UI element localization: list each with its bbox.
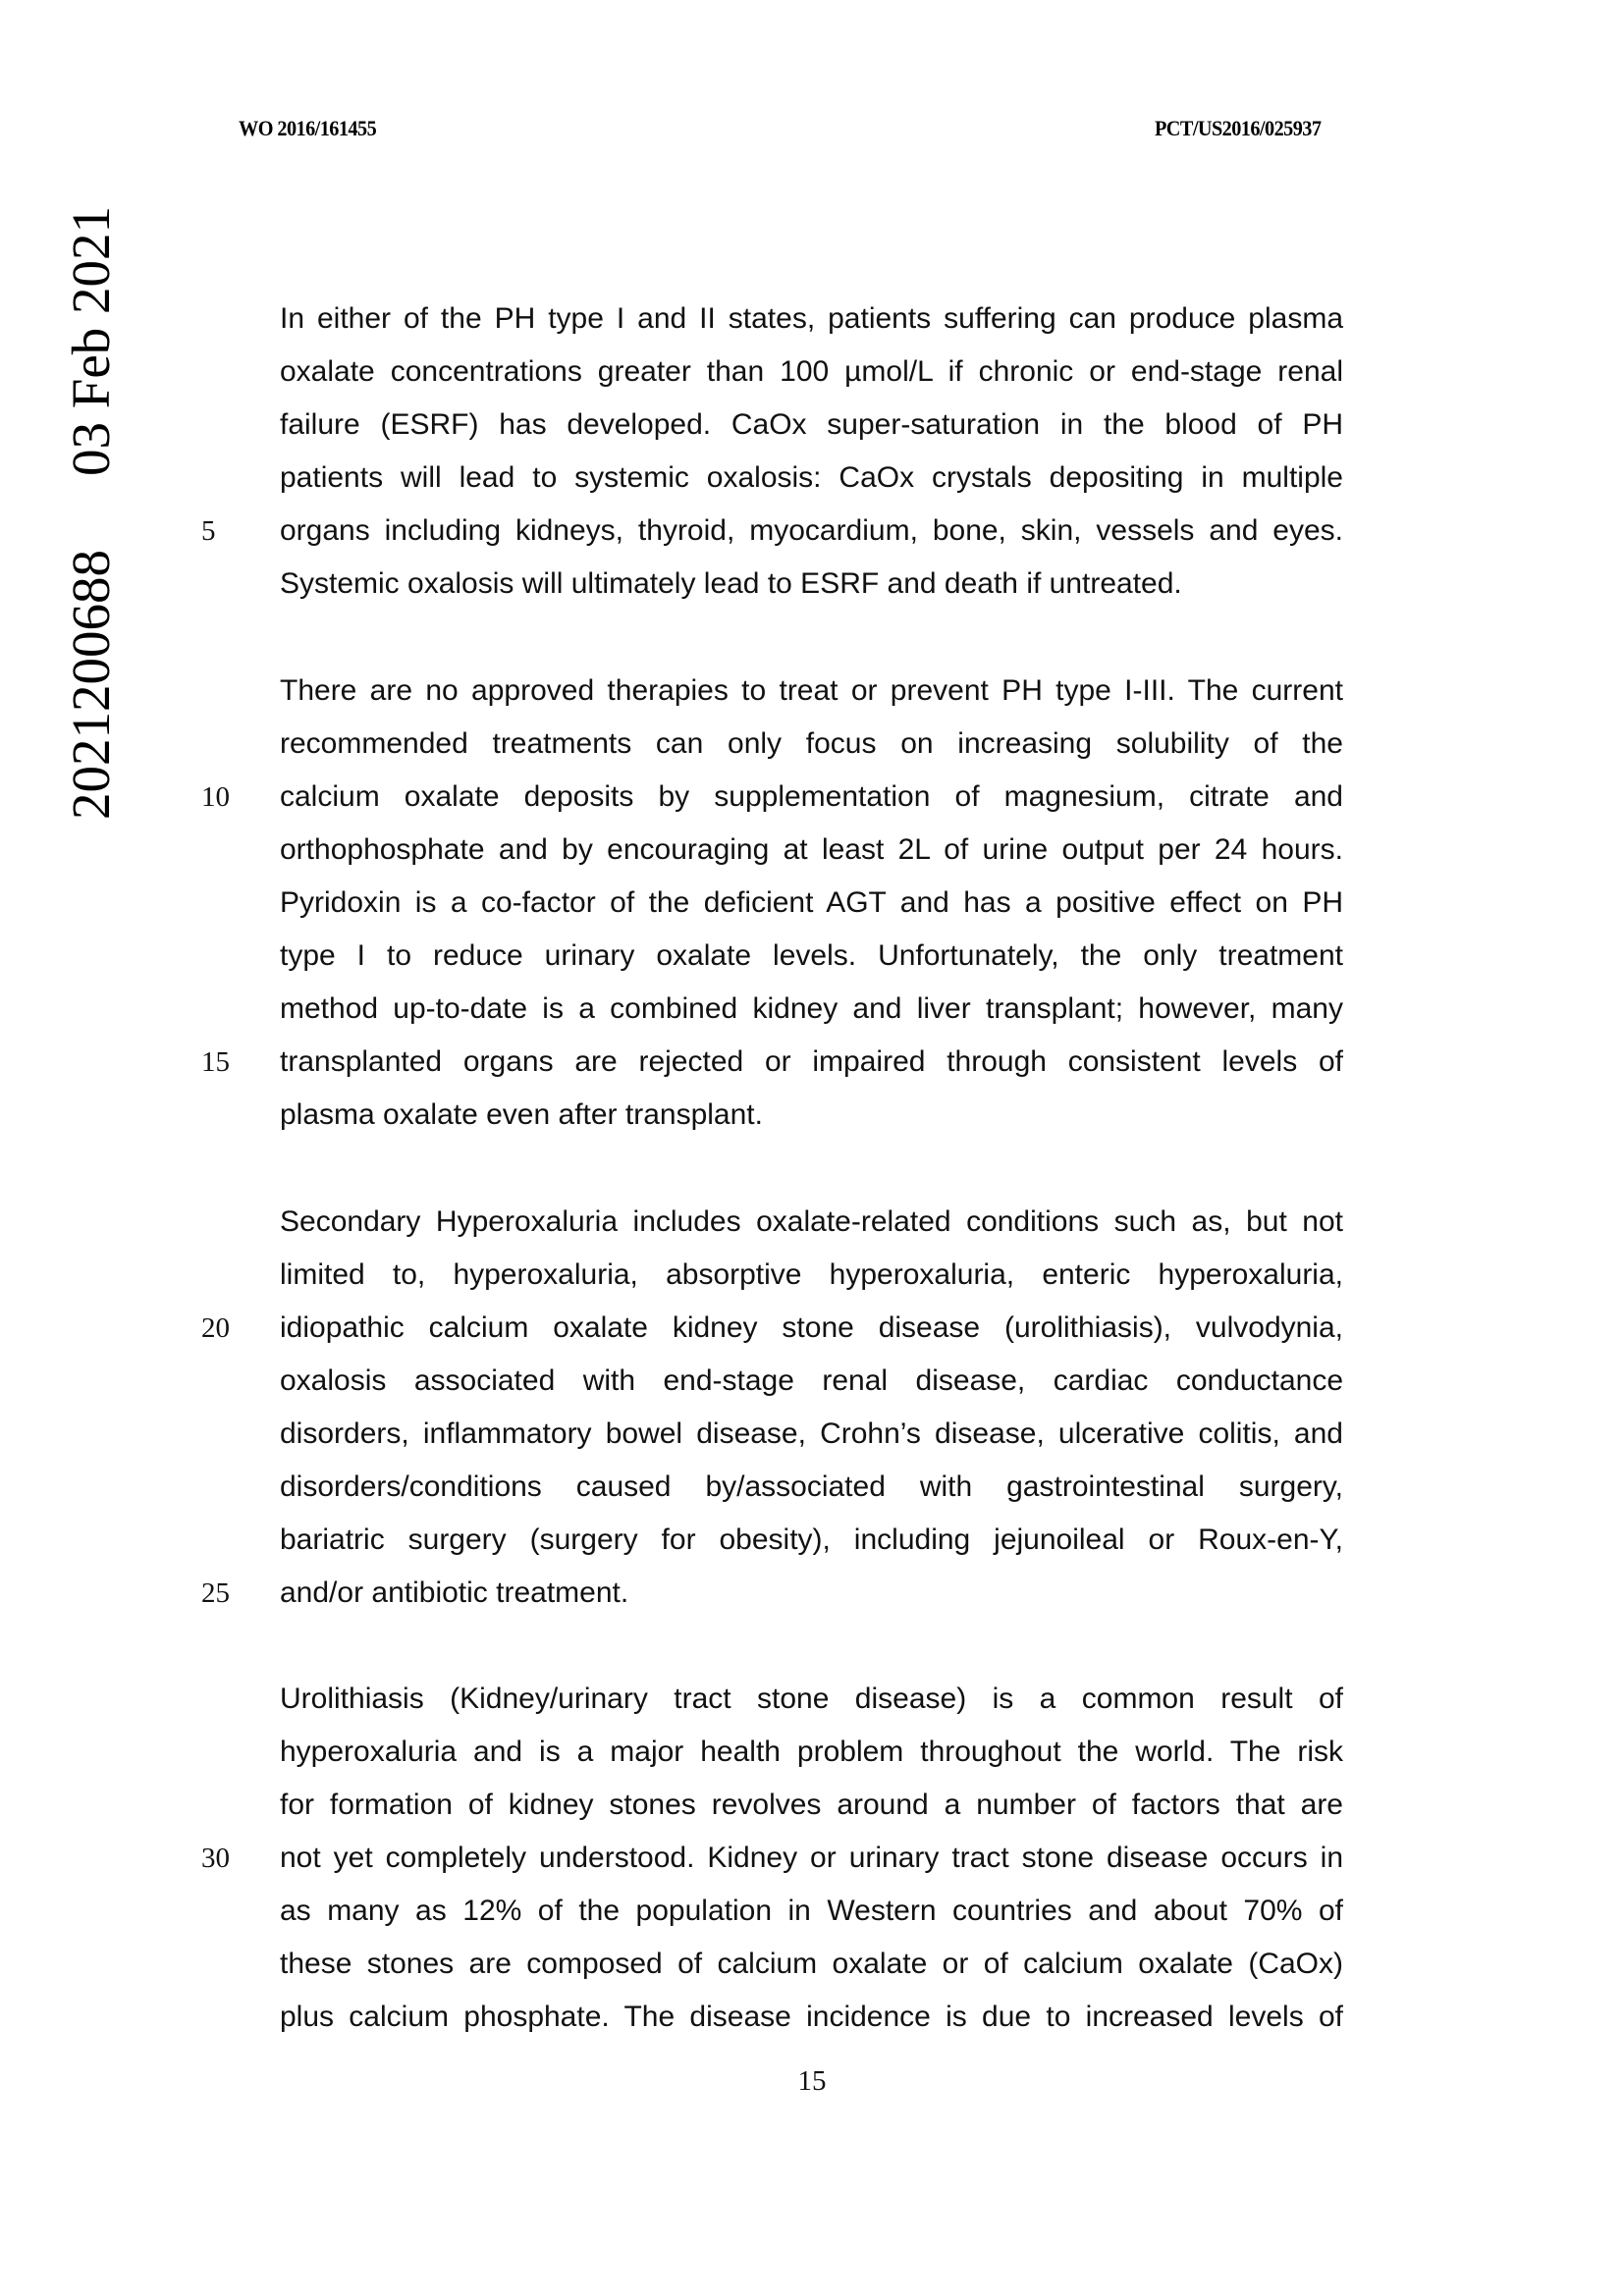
- text-line: disorders, inflammatory bowel disease, Crohn’s disease, ulcerative colitis, and: [280, 1417, 1343, 1450]
- text-line: method up-to-date is a combined kidney and liver transplant; however, many: [280, 992, 1343, 1025]
- side-stamp: [61, 206, 121, 820]
- text-line: as many as 12% of the population in Western countries and about 70% of: [280, 1895, 1343, 1927]
- text-line: transplanted organs are rejected or impaired through consistent levels of: [280, 1045, 1343, 1078]
- text-line: type I to reduce urinary oxalate levels. Unfortunately, the only treatment: [280, 939, 1343, 972]
- text-line: Pyridoxin is a co-factor of the deficient AGT and has a positive effect on PH: [280, 886, 1343, 919]
- text-line: hyperoxaluria and is a major health problem throughout the world. The risk: [280, 1735, 1343, 1768]
- text-line: Secondary Hyperoxaluria includes oxalate-related conditions such as, but not: [280, 1205, 1343, 1238]
- text-line: and/or antibiotic treatment.: [280, 1576, 629, 1609]
- text-line: patients will lead to systemic oxalosis: CaOx crystals depositing in multiple: [280, 461, 1343, 494]
- text-line: for formation of kidney stones revolves around a number of factors that are: [280, 1789, 1343, 1821]
- text-line: Systemic oxalosis will ultimately lead to ESRF and death if untreated.: [280, 567, 1182, 600]
- line-number-15: 15: [201, 1046, 230, 1078]
- text-line: oxalate concentrations greater than 100 µmol/L if chronic or end-stage renal: [280, 355, 1343, 388]
- text-line: Urolithiasis (Kidney/urinary tract stone disease) is a common result of: [280, 1682, 1343, 1715]
- text-line: oxalosis associated with end-stage renal disease, cardiac conductance: [280, 1364, 1343, 1397]
- text-line: recommended treatments can only focus on increasing solubility of the: [280, 727, 1343, 760]
- text-line: plasma oxalate even after transplant.: [280, 1098, 763, 1131]
- line-number-10: 10: [201, 781, 230, 813]
- text-line: these stones are composed of calcium oxalate or of calcium oxalate (CaOx): [280, 1948, 1343, 1980]
- text-line: calcium oxalate deposits by supplementation of magnesium, citrate and: [280, 780, 1343, 813]
- text-line: limited to, hyperoxaluria, absorptive hyperoxaluria, enteric hyperoxaluria,: [280, 1258, 1343, 1291]
- text-line: idiopathic calcium oxalate kidney stone disease (urolithiasis), vulvodynia,: [280, 1311, 1343, 1344]
- line-number-25: 25: [201, 1577, 230, 1609]
- page-number: 15: [797, 2065, 827, 2097]
- line-number-20: 20: [201, 1312, 230, 1344]
- text-line: orthophosphate and by encouraging at least 2L of urine output per 24 hours.: [280, 833, 1343, 866]
- text-line: There are no approved therapies to treat or prevent PH type I-III. The current: [280, 674, 1343, 707]
- text-line: bariatric surgery (surgery for obesity), including jejunoileal or Roux-en-Y,: [280, 1523, 1343, 1556]
- text-line: disorders/conditions caused by/associated with gastrointestinal surgery,: [280, 1470, 1343, 1503]
- side-date: 03 Feb 2021: [61, 206, 121, 476]
- application-number: PCT/US2016/025937: [1155, 116, 1322, 140]
- text-line: failure (ESRF) has developed. CaOx super-saturation in the blood of PH: [280, 408, 1343, 441]
- line-number-5: 5: [201, 515, 216, 547]
- line-number-30: 30: [201, 1842, 230, 1874]
- text-line: In either of the PH type I and II states, patients suffering can produce plasma: [280, 302, 1343, 335]
- text-line: plus calcium phosphate. The disease incidence is due to increased levels of: [280, 2001, 1343, 2033]
- text-line: not yet completely understood. Kidney or urinary tract stone disease occurs in: [280, 1842, 1343, 1874]
- text-line: organs including kidneys, thyroid, myocardium, bone, skin, vessels and eyes.: [280, 514, 1343, 547]
- publication-number: WO 2016/161455: [239, 116, 377, 140]
- side-document-number: 2021200688: [61, 550, 121, 820]
